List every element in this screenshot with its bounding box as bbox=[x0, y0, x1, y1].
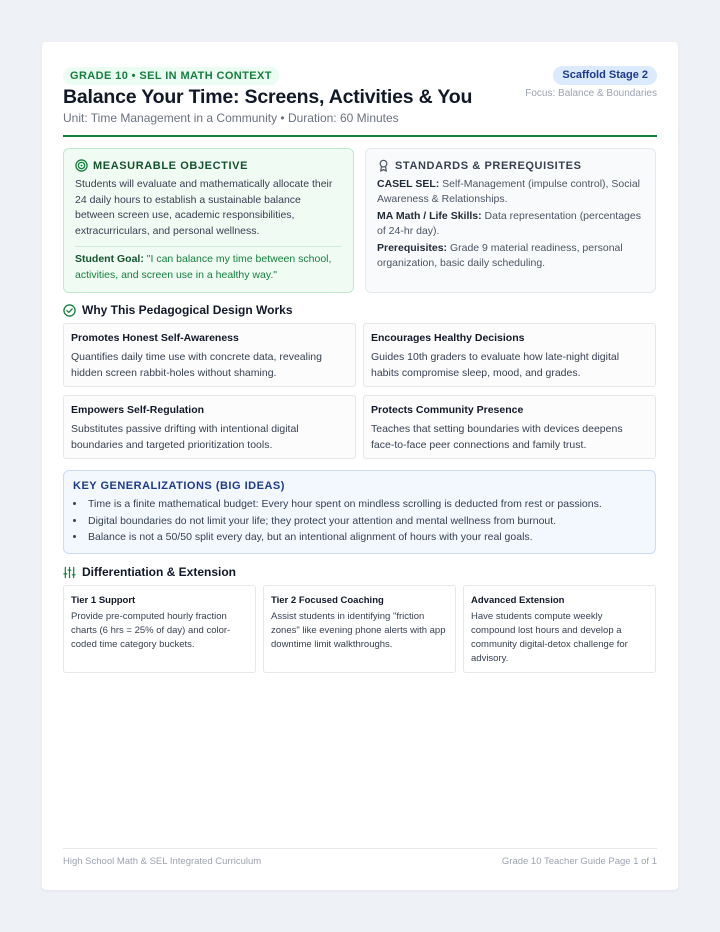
objective-text: Students will evaluate and mathematically allocate their 24 daily hours to establish a sustainable balance between screen use, academic responsibilities, extracurriculars, and personal wellness. bbox=[75, 178, 333, 237]
big-ideas-heading: KEY GENERALIZATIONS (BIG IDEAS) bbox=[73, 480, 285, 492]
tier-1-card bbox=[63, 585, 256, 673]
objective-heading-text: MEASURABLE OBJECTIVE bbox=[93, 159, 249, 172]
tier-title: Advanced Extension bbox=[471, 595, 565, 606]
student-goal-label: Student Goal: bbox=[75, 253, 144, 265]
tier-2-card bbox=[263, 585, 456, 673]
design-card-community-presence bbox=[363, 395, 656, 459]
header-divider bbox=[63, 135, 657, 137]
card-text: Substitutes passive drifting with intentional digital boundaries and targeted prioritization tools. bbox=[71, 423, 299, 451]
card-title: Protects Community Presence bbox=[371, 404, 524, 416]
footer-curriculum: High School Math & SEL Integrated Curriculum bbox=[63, 856, 262, 867]
card-text: Quantifies daily time use with concrete data, revealing hidden screen rabbit-holes without shaming. bbox=[71, 351, 322, 379]
page-title: Balance Your Time: Screens, Activities & You bbox=[63, 86, 473, 108]
standard-prereq-text: Grade 9 material readiness, personal organization, basic daily scheduling. bbox=[377, 242, 623, 269]
big-ideas-box bbox=[63, 470, 656, 554]
tier-title: Tier 2 Focused Coaching bbox=[271, 595, 384, 606]
scaffold-badge: Scaffold Stage 2 bbox=[553, 66, 657, 85]
card-title: Encourages Healthy Decisions bbox=[371, 332, 525, 344]
advanced-extension-card bbox=[463, 585, 656, 673]
standard-casel-label: CASEL SEL: bbox=[377, 178, 440, 190]
list-item: • Time is a finite mathematical budget: Every hour spent on mindless scrolling is deducted from rest or passions. bbox=[86, 496, 646, 513]
document-page bbox=[42, 42, 678, 890]
focus-label: Focus: Balance & Boundaries bbox=[525, 88, 657, 99]
footer-page-number: Grade 10 Teacher Guide Page 1 of 1 bbox=[501, 856, 657, 867]
standard-prereq bbox=[377, 241, 644, 271]
target-icon bbox=[75, 159, 88, 172]
sliders-icon bbox=[63, 566, 76, 579]
list-item: • Balance is not a 50/50 split every day, but an intentional alignment of hours with your real goals. bbox=[86, 529, 646, 546]
tier-text: Provide pre-computed hourly fraction charts (6 hrs = 25% of day) and color-coded time category buckets. bbox=[71, 611, 231, 650]
grade-badge: GRADE 10 • SEL IN MATH CONTEXT bbox=[63, 67, 279, 85]
check-circle-icon bbox=[63, 304, 76, 317]
page-content bbox=[63, 42, 657, 890]
standards-heading bbox=[377, 159, 644, 172]
standard-casel bbox=[377, 177, 644, 207]
standard-math-text: Data representation (percentages of 24-hr day). bbox=[377, 210, 641, 237]
differentiation-heading-text: Differentiation & Extension bbox=[82, 565, 237, 579]
footer-divider bbox=[63, 848, 657, 849]
standard-math-label: MA Math / Life Skills: bbox=[377, 210, 482, 222]
student-goal bbox=[75, 252, 342, 283]
award-icon bbox=[377, 159, 390, 172]
design-heading-text: Why This Pedagogical Design Works bbox=[82, 303, 293, 317]
list-item: • Digital boundaries do not limit your life; they protect your attention and mental wellness from burnout. bbox=[86, 513, 646, 530]
big-ideas-list bbox=[73, 496, 646, 546]
design-card-self-awareness bbox=[63, 323, 356, 387]
tier-text: Assist students in identifying "friction zones" like evening phone alerts with app downtime limit walkthroughs. bbox=[271, 611, 446, 650]
card-text: Teaches that setting boundaries with devices deepens face-to-face peer connections and family trust. bbox=[371, 423, 623, 451]
standard-math bbox=[377, 209, 644, 239]
design-card-self-regulation bbox=[63, 395, 356, 459]
tier-text: Have students compute weekly compound lost hours and develop a community digital-detox challenge for advisory. bbox=[471, 611, 628, 664]
unit-duration: Unit: Time Management in a Community • Duration: 60 Minutes bbox=[63, 111, 399, 125]
objective-heading bbox=[75, 159, 342, 172]
tier-title: Tier 1 Support bbox=[71, 595, 136, 606]
design-heading bbox=[63, 303, 293, 317]
card-title: Promotes Honest Self-Awareness bbox=[71, 332, 239, 344]
standard-prereq-label: Prerequisites: bbox=[377, 242, 448, 254]
differentiation-heading bbox=[63, 565, 236, 579]
standard-casel-text: Self-Management (impulse control), Social Awareness & Relationships. bbox=[377, 178, 640, 205]
objective-box bbox=[63, 148, 354, 293]
goal-divider bbox=[75, 246, 342, 247]
card-title: Empowers Self-Regulation bbox=[71, 404, 205, 416]
standards-heading-text: STANDARDS & PREREQUISITES bbox=[395, 159, 582, 172]
design-card-healthy-decisions bbox=[363, 323, 656, 387]
student-goal-text: "I can balance my time between school, activities, and screen use in a healthy way." bbox=[75, 253, 332, 281]
standards-box bbox=[365, 148, 656, 293]
card-text: Guides 10th graders to evaluate how late-night digital habits compromise sleep, mood, and grades. bbox=[371, 351, 620, 379]
